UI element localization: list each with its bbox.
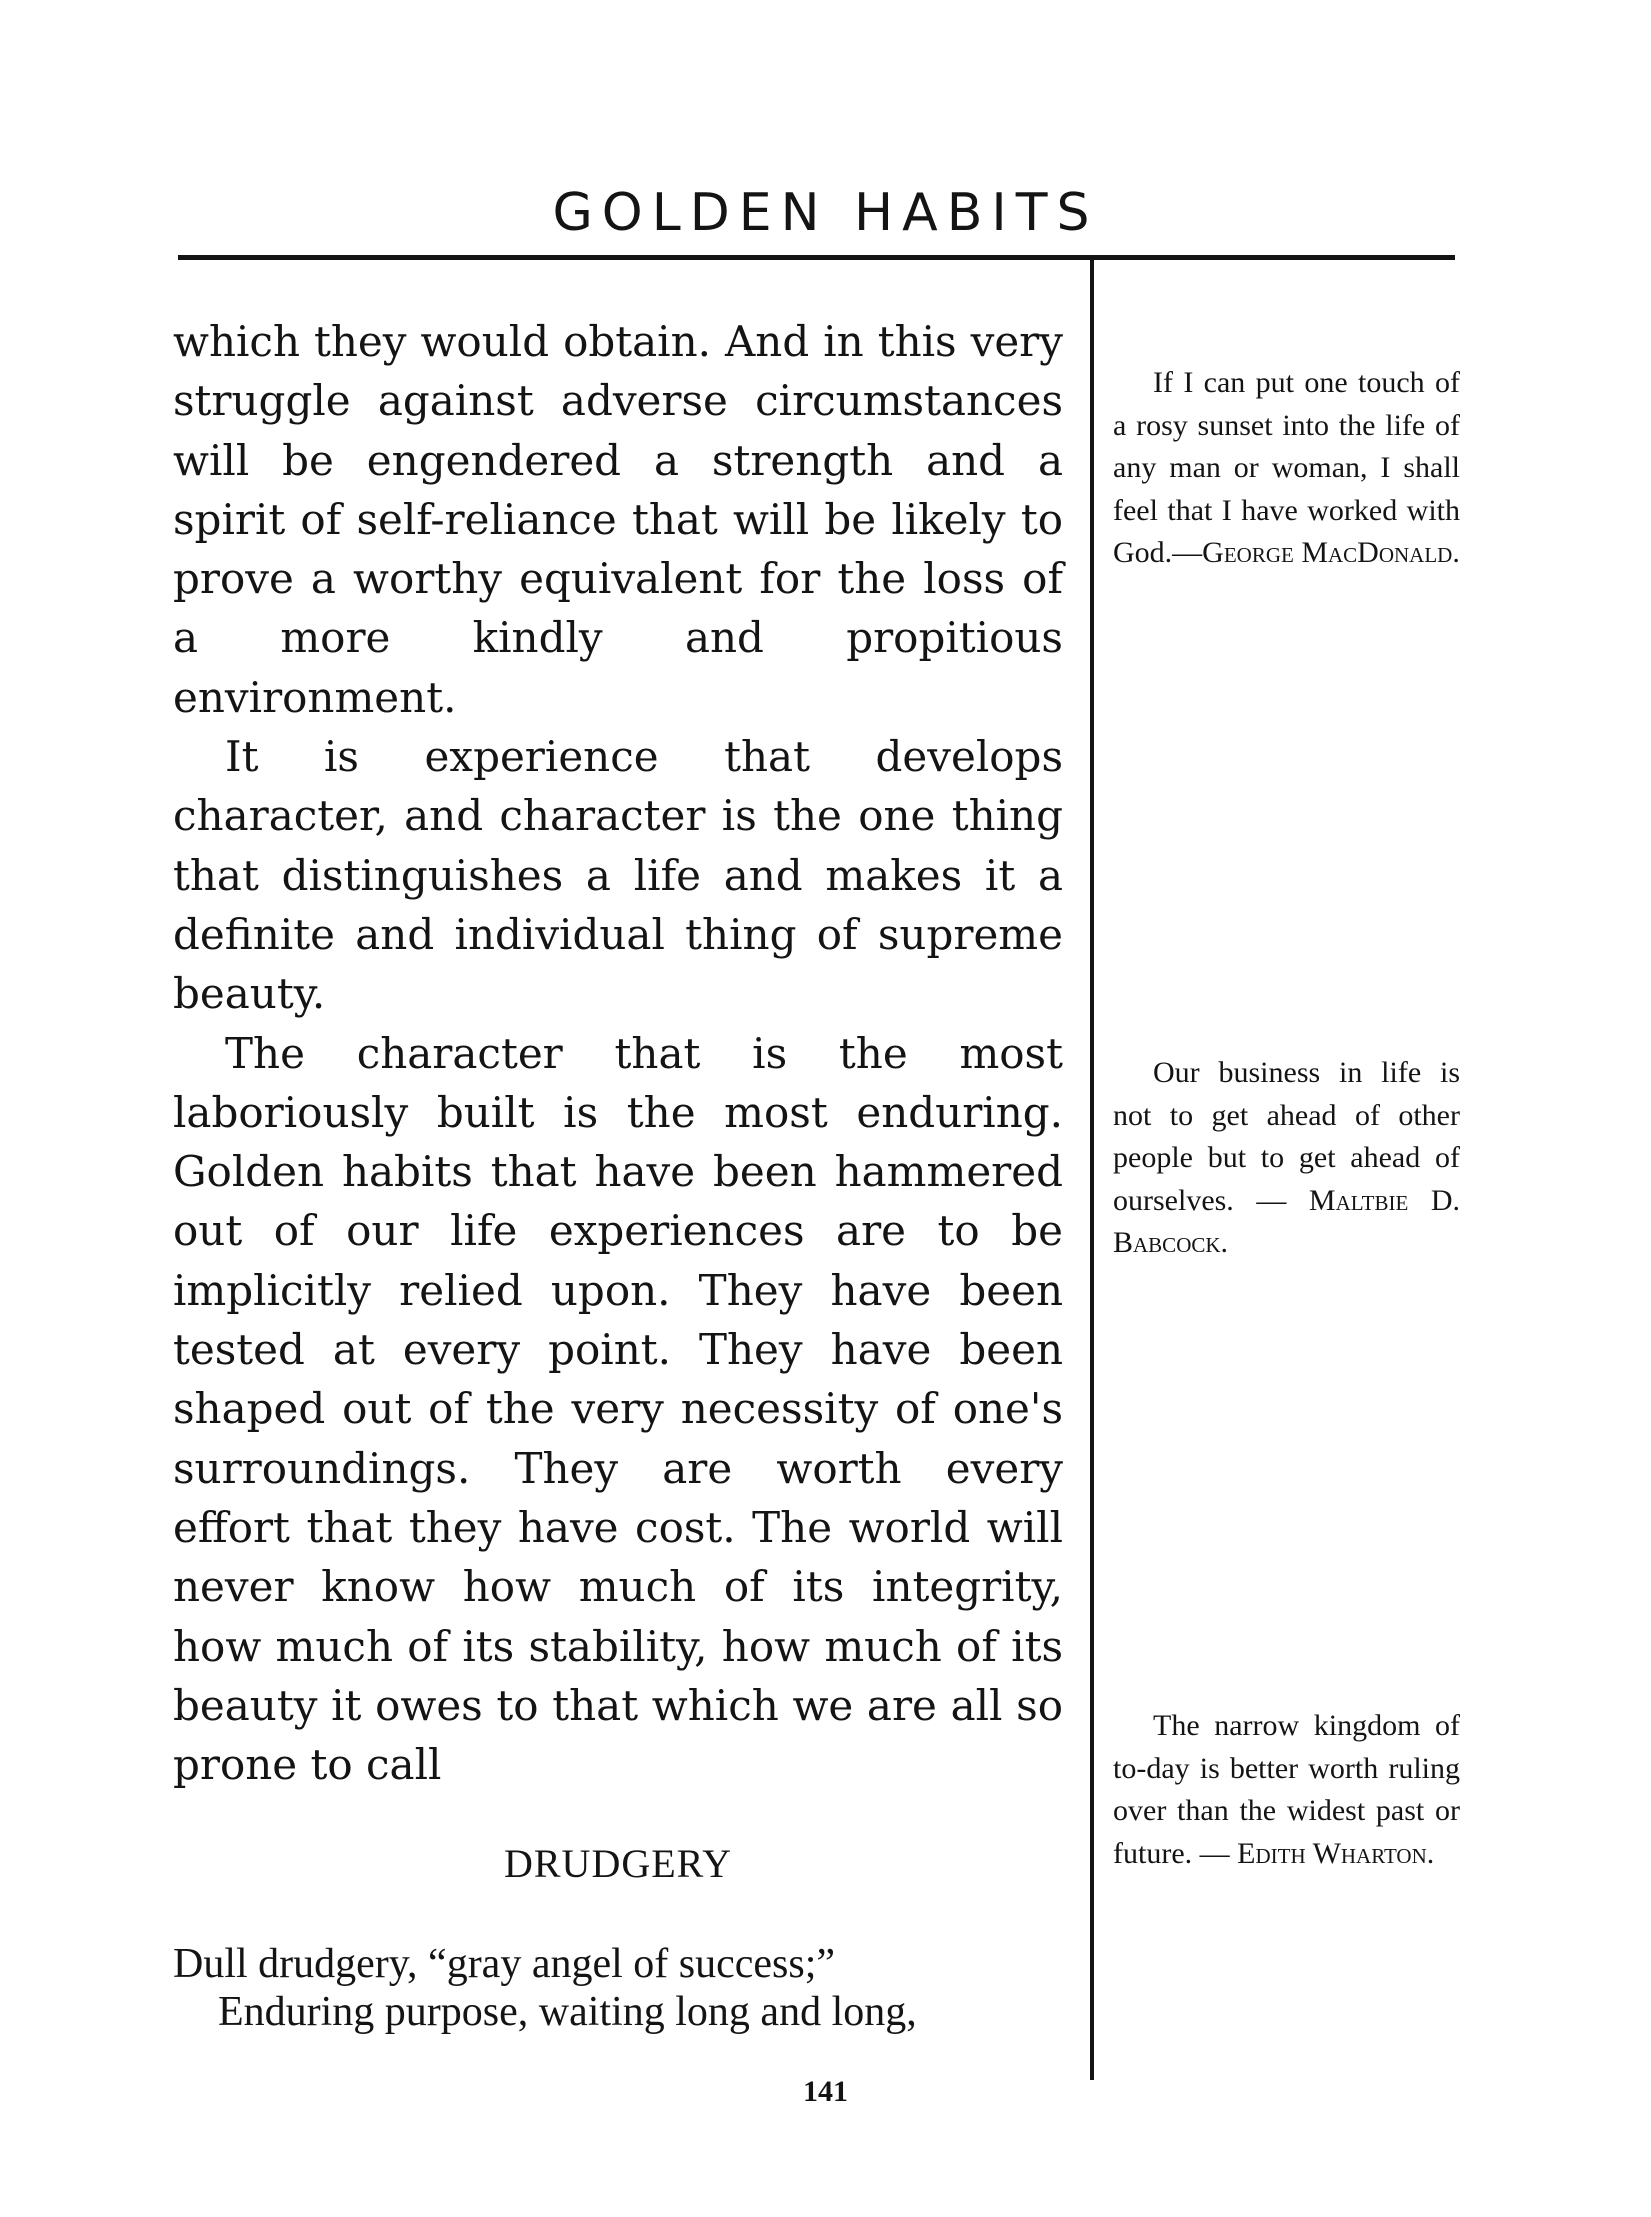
quote-text: The narrow kingdom of to-day is better worth ruling over than the widest past or future. — <box>1113 1709 1460 1870</box>
quote-author: Edith Wharton. <box>1237 1836 1435 1870</box>
header-rule <box>178 255 1455 260</box>
verse-line: Enduring purpose, waiting long and long, <box>218 1989 917 2035</box>
quote-text: Our business in life is not to get ahead of other people but to get ahead of ourselves. — <box>1113 1056 1460 1217</box>
body-paragraph: The character that is the most laboriously built is the most enduring. Golden habits that have been hammered out of our life experiences are to be implicitly relied upon. They have been tested at every point. They have been shaped out of the very necessity of one's surroundings. They are worth every effort that they have cost. The world will never know how much of its integrity, how much of its stability, how much of its beauty it owes to that which we are all so prone to call <box>173 1028 1063 1790</box>
column-divider-rule <box>1090 260 1094 2080</box>
main-text-column <box>173 312 1063 1794</box>
poem-verse <box>173 1940 1063 2036</box>
margin-quote <box>1113 1052 1460 1265</box>
quote-author: Maltbie D. Babcock. <box>1113 1183 1460 1259</box>
quote-author: George MacDonald. <box>1202 536 1460 569</box>
verse-line: Dull drudgery, “gray angel of success;” <box>173 1941 836 1987</box>
running-head-title: GOLDEN HABITS <box>552 183 1099 243</box>
poem-title: DRUDGERY <box>503 1841 733 1886</box>
body-paragraph: which they would obtain. And in this very struggle against adverse circumstances will be engendered a strength and a spirit of self-reliance that will be likely to prove a worthy equivalent for the loss of a more kindly and propitious environment. <box>173 317 1063 722</box>
body-paragraph: It is experience that develops character, and character is the one thing that distinguishes a life and makes it a definite and individual thing of supreme beauty. <box>173 732 1063 1019</box>
page-number: 141 <box>803 2075 848 2108</box>
quote-text: If I can put one touch of a rosy sunset into the life of any man or woman, I shall feel that I have worked with God.— <box>1113 366 1460 569</box>
margin-quote <box>1113 362 1460 575</box>
margin-quote <box>1113 1705 1460 1875</box>
